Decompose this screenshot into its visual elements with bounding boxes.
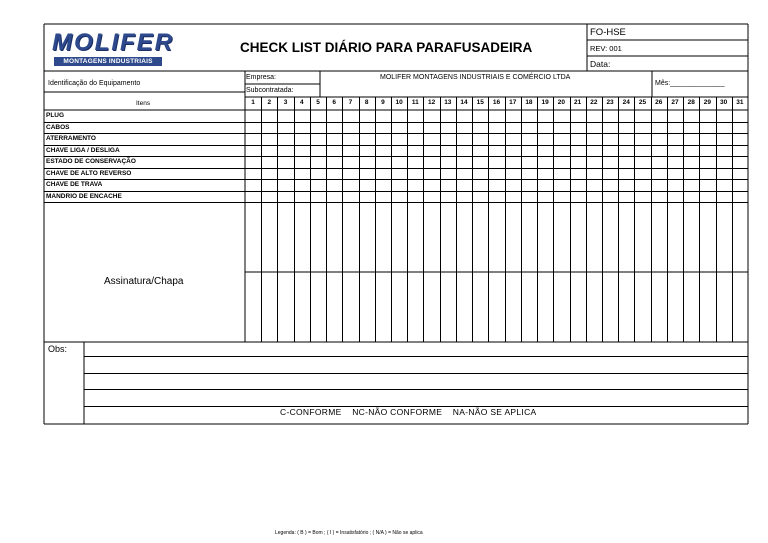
day-label: 14: [460, 99, 468, 106]
empresa-label: Empresa:: [246, 74, 276, 81]
day-label: 28: [687, 99, 695, 106]
empresa-value: MOLIFER MONTAGENS INDUSTRIAIS E COMÉRCIO LTDA: [380, 74, 571, 81]
obs-label: Obs:: [48, 344, 68, 354]
checklist-item: CABOS: [46, 123, 70, 131]
day-label: 31: [736, 99, 744, 106]
signature-label: Assinatura/Chapa: [104, 276, 184, 287]
day-label: 24: [622, 99, 630, 106]
day-label: 30: [720, 99, 728, 106]
logo-wordmark: MOLIFER: [52, 29, 174, 56]
checklist-item: CHAVE DE ALTO REVERSO: [46, 169, 132, 177]
day-label: 20: [557, 99, 565, 106]
subcontratada-label: Subcontratada:: [246, 87, 294, 94]
day-label: 17: [509, 99, 517, 106]
checklist-item: CHAVE LIGA / DESLIGA: [46, 146, 120, 154]
form-revision: REV: 001: [590, 44, 622, 53]
form-code: FO-HSE: [590, 27, 626, 38]
day-label: 5: [316, 99, 320, 106]
day-label: 6: [332, 99, 337, 106]
date-field[interactable]: Data:: [590, 59, 611, 69]
day-label: 15: [476, 99, 484, 106]
checklist-item: ATERRAMENTO: [46, 135, 96, 142]
day-label: 18: [525, 99, 533, 106]
checklist-item: ESTADO DE CONSERVAÇÃO: [46, 158, 136, 165]
day-label: 2: [267, 99, 272, 106]
day-label: 27: [671, 99, 679, 106]
day-label: 12: [427, 99, 436, 106]
footer-legend: Legenda: ( B ) = Bom ; ( I ) = Insatisfatório ; ( N/A ) = Não se aplica: [275, 530, 423, 536]
conformity-legend: C-CONFORME NC-NÃO CONFORME NA-NÃO SE APLICA: [280, 407, 537, 417]
equipment-id-label: Identificação do Equipamento: [48, 80, 141, 87]
day-label: 13: [444, 99, 452, 106]
day-label: 3: [283, 99, 288, 106]
company-logo: [52, 29, 174, 67]
month-field[interactable]: Mês:______________: [655, 80, 725, 87]
day-label: 25: [638, 99, 647, 106]
day-label: 29: [703, 99, 712, 106]
day-label: 16: [492, 99, 501, 106]
day-label: 9: [381, 99, 385, 106]
checklist-item: CHAVE DE TRAVA: [46, 181, 103, 188]
day-label: 1: [251, 99, 255, 106]
items-header: Itens: [136, 100, 151, 107]
form-title: CHECK LIST DIÁRIO PARA PARAFUSADEIRA: [240, 40, 533, 55]
day-label: 21: [574, 99, 582, 106]
checklist-item: MANDRIO DE ENCACHE: [46, 192, 122, 200]
day-label: 19: [541, 99, 549, 106]
day-label: 22: [590, 99, 598, 106]
day-label: 8: [364, 99, 369, 106]
checklist-item: PLUG: [46, 112, 65, 119]
logo-tagline: MONTAGENS INDUSTRIAIS: [54, 57, 162, 66]
day-label: 26: [655, 99, 663, 106]
day-label: 7: [348, 99, 353, 106]
day-label: 23: [606, 99, 614, 106]
day-label: 4: [299, 99, 304, 106]
day-label: 10: [395, 99, 403, 106]
day-label: 11: [411, 99, 419, 106]
